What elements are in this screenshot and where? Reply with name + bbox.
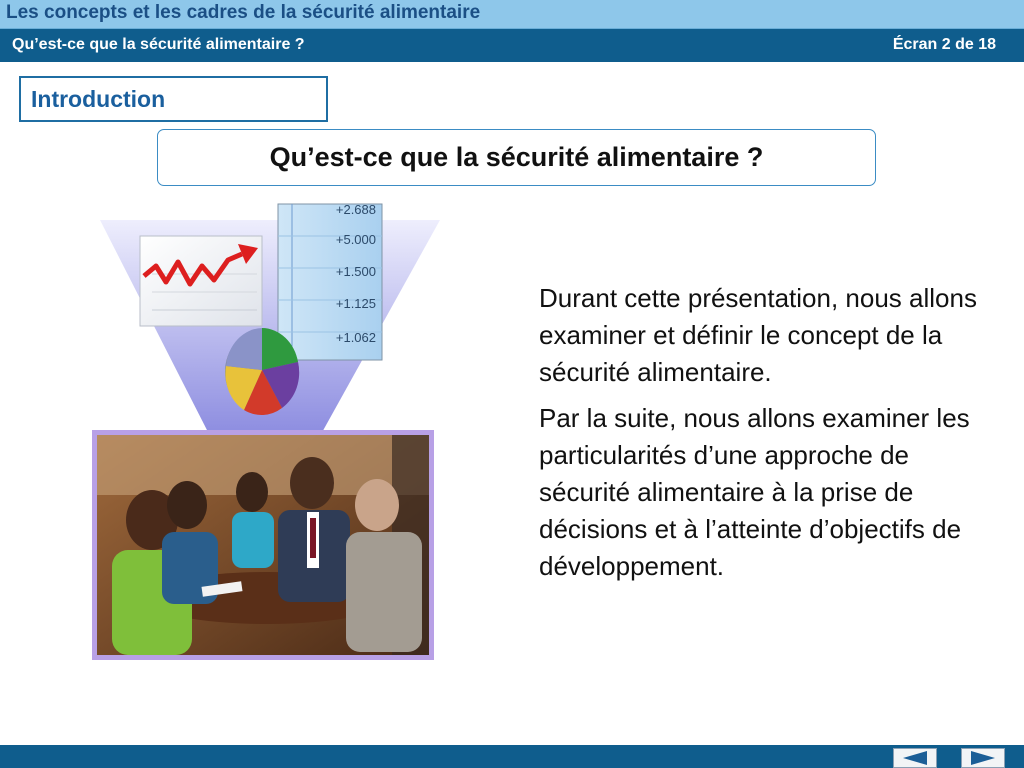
sheet-value: +1.125 <box>335 296 376 311</box>
spreadsheet-card <box>278 202 382 360</box>
section-label <box>19 76 328 122</box>
next-screen-button[interactable] <box>961 748 1005 768</box>
screen-counter: Écran 2 de 18 <box>892 36 996 53</box>
pie-chart-icon <box>225 328 299 415</box>
intro-paragraph: Par la suite, nous allons examiner les particularités d’une approche de sécurité alimentaire à la prise de décisions et à l’atteinte d’objectifs de développement. <box>539 403 970 581</box>
illustration <box>92 200 442 662</box>
sheet-value: +2.688 <box>335 202 376 217</box>
intro-text <box>539 280 979 594</box>
section-label-text: Introduction <box>31 85 166 112</box>
page-title <box>157 129 876 186</box>
intro-paragraph: Durant cette présentation, nous allons examiner et définir le concept de la sécurité alimentaire. <box>539 283 977 387</box>
module-title: Qu’est-ce que la sécurité alimentaire ? <box>12 36 305 53</box>
sheet-value: +1.062 <box>335 330 376 345</box>
module-header <box>0 29 1024 62</box>
course-header <box>0 0 1024 29</box>
footer-bar <box>0 745 1024 768</box>
sheet-value: +5.000 <box>335 232 376 247</box>
meeting-photo <box>92 430 434 660</box>
line-chart-card <box>140 236 262 326</box>
triangle-left-icon <box>901 751 929 765</box>
sheet-value: +1.500 <box>335 264 376 279</box>
course-title: Les concepts et les cadres de la sécurité alimentaire <box>6 2 481 23</box>
previous-screen-button[interactable] <box>893 748 937 768</box>
triangle-right-icon <box>969 751 997 765</box>
illustration-graphic <box>92 200 442 662</box>
page-title-text: Qu’est-ce que la sécurité alimentaire ? <box>269 142 764 172</box>
